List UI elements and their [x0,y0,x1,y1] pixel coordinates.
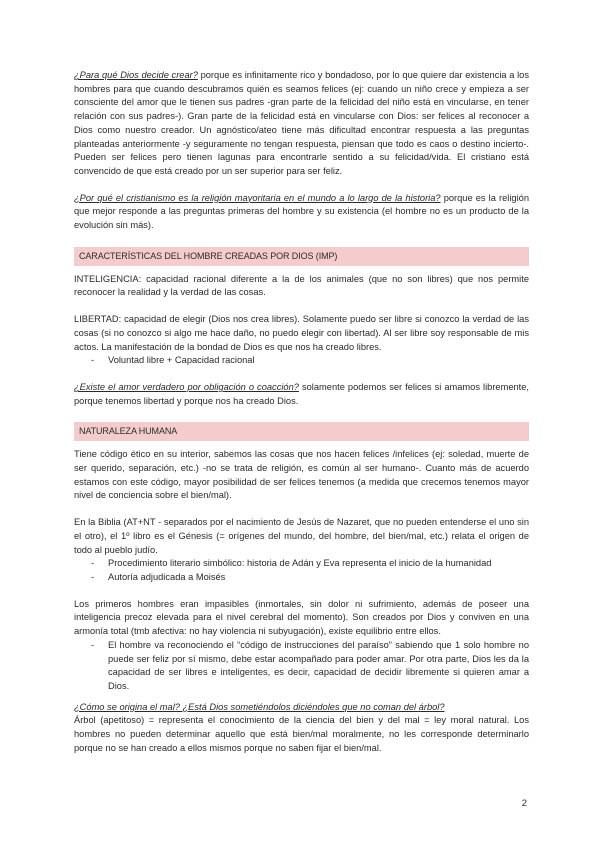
question-why-create: ¿Para qué Dios decide crear? [74,70,198,80]
list-bible [74,557,529,584]
paragraph-ethical-code: Tiene código ético en su interior, sabemos las cosas que nos hacen felices /infelices (ej: soledad, muerte de ser querido, separación, etc.) -no se trata de religión, es común al ser humano-. Cuanto más de acuerdo estamos con este código, mayor posibilidad de ser felices tenemos (a medida que crecemos tenemos mayor nivel de conciencia sobre el bien/mal). [74,449,529,501]
section-heading-characteristics: CARACTERÍSTICAS DEL HOMBRE CREADAS POR DIOS (IMP) [74,247,529,266]
page-number: 2 [521,798,527,809]
definition-inteligencia: capacidad racional diferente a la de los animales (que no son libres) que nos permite reconocer la realidad y la verdad de las cosas. [74,273,529,298]
answer-why-create: porque es infinitamente rico y bondadoso, por lo que quiere dar existencia a los hombres para que cuando descubramos quién es seamos felices (ej: cuando un niño crece y empieza a ser consciente del amor que le tienen sus padres -gran parte de la felicidad del niño está en vincularse, en tener relación con sus padres-). Gran parte de la felicidad está en vincularse con Dios: ser felices al reconocer a Dios como nuestro creador. Un agnóstico/ateo tiene más dificultad encontrar respuesta a las preguntas planteadas anteriormente -y seguramente no tengan respuesta, piensan que todo es caos o destino incierto-. Pueden ser felices pero tienen lagunas para encontrarle sentido a su felicidad/vida. El cristiano está convencido de que está creado por un ser superior para ser feliz. [74,70,529,176]
section-heading-human-nature: NATURALEZA HUMANA [74,422,529,441]
paragraph-first-humans: Los primeros hombres eran impasibles (inmortales, sin dolor ni sufrimiento, además de poseer una inteligencia precoz elevada para el nivel cerebral del momento). Son creados por Dios y conviven en una armonía total (tmb afectiva: no hay violencia ni subyugación), existe equilibrio entre ellos. [74,598,529,637]
list-item: - Voluntad libre + Capacidad racional [74,354,529,368]
paragraph-why-create [74,69,529,179]
paragraph-inteligencia [74,273,529,300]
term-inteligencia: INTELIGENCIA: [74,273,142,284]
paragraph-libertad [74,313,529,354]
paragraph-true-love [74,381,529,408]
paragraph-tree: Árbol (apetitoso) = representa el conocimiento de la ciencia del bien y del mal = ley moral natural. Los hombres no pueden determinar aquello que está bien/mal moralmente, no les corresponde determinarlo porque no se han creado a ellos mismos porque no saben fijar el bien/mal. [74,715,529,753]
list-item: - Autoría adjudicada a Moisés [74,571,529,585]
page-content [74,69,529,755]
question-true-love: ¿Existe el amor verdadero por obligación o coacción? [74,381,299,392]
list-item: - El hombre va reconociendo el “código de instrucciones del paraíso” sabiendo que 1 solo hombre no puede ser feliz por sí mismo, debe estar acompañado para poder amar. Por otra parte, Dios les da la capacidad de ser libres e inteligentes, es decir, capacidad de decidir libremente si quieren amar a Dios. [74,639,529,694]
answer-true-love: solamente podemos ser felices si amamos libremente, porque tenemos libertad y porque nos ha creado Dios. [74,381,530,406]
term-libertad: LIBERTAD: [74,314,122,325]
paragraph-christianity [74,192,529,233]
answer-christianity: porque es la religión que mejor responde a las preguntas primeras del hombre y su existencia (el hombre no es un producto de la evolución sin más). [74,192,530,231]
definition-libertad: capacidad de elegir (Dios nos crea libres). Solamente puedo ser libre si conozco la verdad de las cosas (si no conozco si algo me hace daño, no puedo elegir con libertad). Al ser libre soy responsable de mis actos. La manifestación de la bondad de Dios es que nos ha creado libres. [74,314,529,352]
paragraph-origin-of-evil-question [74,701,529,715]
list-first-humans [74,639,529,694]
list-item: - Procedimiento literario simbólico: historia de Adán y Eva representa el inicio de la humanidad [74,557,529,571]
list-libertad [74,354,529,368]
question-christianity: ¿Por qué el cristianismo es la religión mayoritaria en el mundo a lo largo de la historia? [74,192,441,203]
paragraph-bible: En la Biblia (AT+NT - separados por el nacimiento de Jesús de Nazaret, que no pueden entenderse el uno sin el otro), el 1º libro es el Génesis (= orígenes del mundo, del hombre, del bien/mal, etc.) relata el origen de todo al pueblo judío. [74,517,529,555]
question-origin-of-evil: ¿Cómo se origina el mal? ¿Está Dios sometiéndolos diciéndoles que no coman del árbol? [74,701,445,712]
